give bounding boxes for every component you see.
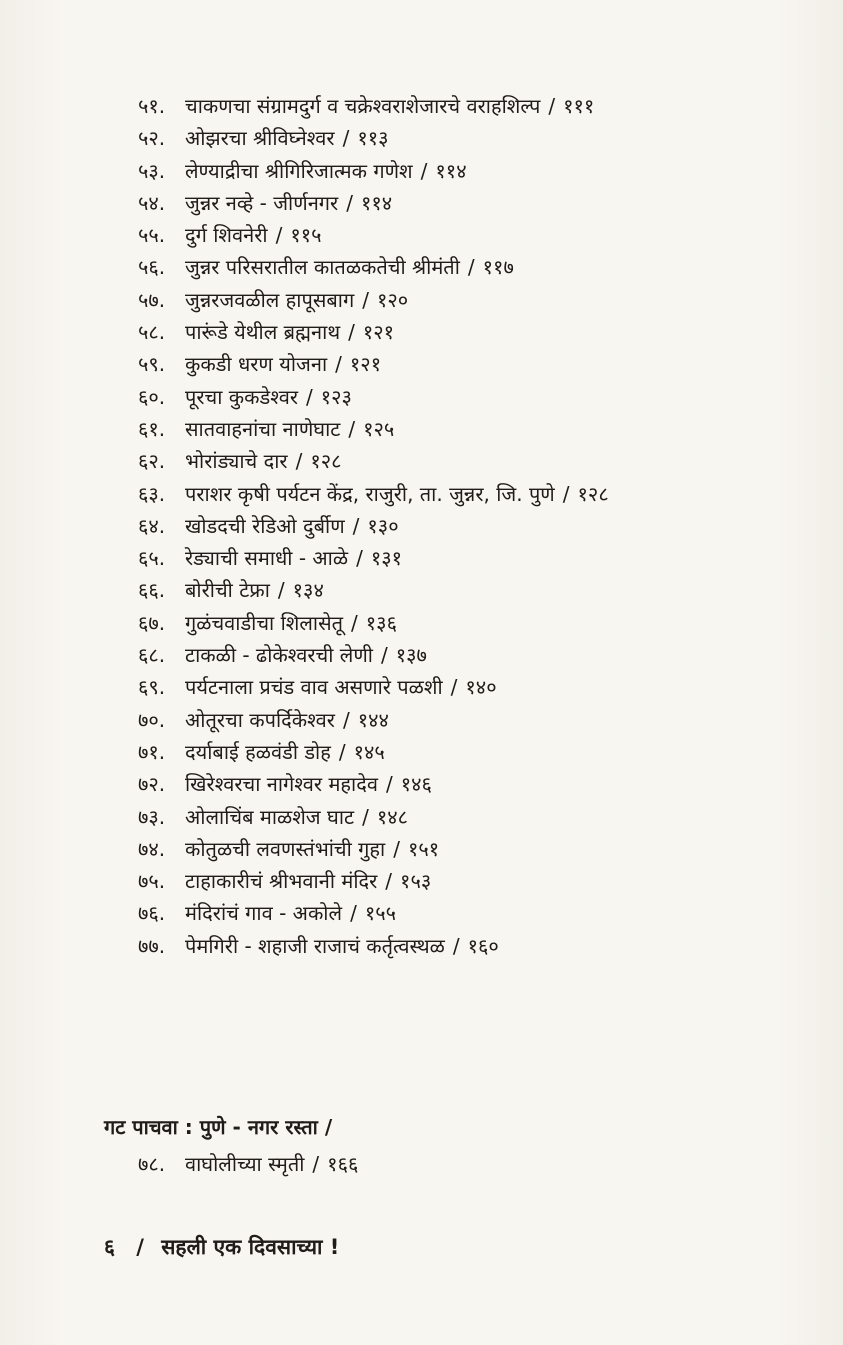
toc-entry <box>138 671 798 703</box>
entry-title: पेमगिरी - शहाजी राजाचं कर्तृत्वस्थळ <box>185 933 445 958</box>
entry-page-number: १२० <box>376 287 409 312</box>
entry-title: पूरचा कुकडेश्वर <box>185 384 298 409</box>
entry-number: ७३. <box>138 804 166 829</box>
entry-separator: / <box>380 643 388 668</box>
entry-number: ५३. <box>138 158 166 183</box>
entry-title: जुन्नरजवळील हापूसबाग <box>185 287 355 312</box>
entry-number: ५२. <box>138 126 166 151</box>
toc-entry <box>138 155 798 187</box>
entry-separator: / <box>562 481 570 506</box>
entry-separator: / <box>335 352 342 377</box>
entry-page-number: १५३ <box>400 869 432 894</box>
entry-page-number: १३६ <box>365 610 397 635</box>
entry-title: चाकणचा संग्रामदुर्ग व चक्रेश्वराशेजारचे वराहशिल्प <box>185 94 541 118</box>
entry-number: ६१. <box>138 416 166 441</box>
entry-title: खोडदची रेडिओ दुर्बीण <box>185 513 345 538</box>
entry-page-number: १११ <box>563 94 595 118</box>
toc-entry <box>138 187 798 219</box>
entry-page-number: १३७ <box>395 643 427 668</box>
entry-separator: / <box>275 223 283 248</box>
entry-number: ५६. <box>138 255 166 280</box>
book-title: सहली एक दिवसाच्या ! <box>161 1235 340 1259</box>
toc-entry <box>138 542 798 574</box>
entry-title: दर्याबाई हळवंडी डोह <box>185 739 331 764</box>
entry-title: ओतूरचा कपर्दिकेश्वर <box>185 707 335 732</box>
entry-number: ५७. <box>138 287 166 312</box>
entry-title: जुन्नर परिसरातील कातळकतेची श्रीमंती <box>185 255 460 280</box>
page-footer <box>104 1231 339 1263</box>
entry-number: ६५. <box>138 546 166 571</box>
entry-number: ६८. <box>138 643 166 668</box>
entry-number: ६२. <box>138 449 166 474</box>
entry-number: ६९. <box>138 675 166 700</box>
entry-page-number: १२८ <box>577 481 609 506</box>
entry-page-number: ११४ <box>435 158 467 183</box>
entry-page-number: १२३ <box>320 384 352 409</box>
entry-number: ७८. <box>138 1152 166 1176</box>
entry-title: जुन्नर नव्हे - जीर्णनगर <box>185 190 339 215</box>
entry-title: वाघोलीच्या स्मृती <box>185 1152 305 1176</box>
entry-number: ७५. <box>138 869 166 894</box>
entry-page-number: ११७ <box>482 255 514 280</box>
entry-number: ७७. <box>138 933 166 958</box>
entry-title: सातवाहनांचा नाणेघाट <box>185 416 341 441</box>
entry-number: ७६. <box>138 901 166 926</box>
entry-separator: / <box>385 772 393 797</box>
entry-separator: / <box>352 513 360 538</box>
entry-page-number: १२१ <box>362 320 395 345</box>
toc-entry <box>138 704 798 736</box>
toc-entry <box>138 801 798 833</box>
toc-entry <box>138 607 798 639</box>
toc-entry <box>138 284 798 316</box>
toc-entry <box>138 930 798 962</box>
toc-entry <box>138 478 798 510</box>
entry-separator: / <box>362 287 369 312</box>
entry-title: कोतुळची लवणस्तंभांची गुहा <box>185 836 386 861</box>
entry-number: ५४. <box>138 190 166 215</box>
entry-page-number: १३४ <box>292 578 324 603</box>
entry-separator: / <box>467 255 475 280</box>
entry-title: ओलाचिंब माळशेज घाट <box>185 804 355 829</box>
entry-separator: / <box>452 933 460 958</box>
entry-separator: / <box>342 707 350 732</box>
entry-title: पारूंडे येथील ब्रह्मनाथ <box>185 320 341 345</box>
entry-separator: / <box>450 675 458 700</box>
entry-separator: / <box>356 546 363 571</box>
entry-number: ५५. <box>138 223 166 248</box>
entry-separator: / <box>346 190 353 215</box>
entry-page-number: १४६ <box>400 772 432 797</box>
entry-separator: / <box>362 804 369 829</box>
toc-entry <box>138 90 798 122</box>
entry-page-number: १३१ <box>370 546 403 571</box>
toc-entry <box>138 445 798 477</box>
toc-entry <box>138 219 798 251</box>
entry-number: ६६. <box>138 578 166 603</box>
toc-entry <box>138 316 798 348</box>
entry-title: ओझरचा श्रीविघ्नेश्वर <box>185 126 335 151</box>
entry-title: बोरीची टेफ्रा <box>185 578 270 603</box>
entry-number: ७२. <box>138 772 166 797</box>
entry-number: ६३. <box>138 481 166 506</box>
entry-separator: / <box>295 449 303 474</box>
toc-entry <box>138 865 798 897</box>
entry-page-number: १५१ <box>408 836 440 861</box>
toc-entry <box>138 639 798 671</box>
entry-number: ६४. <box>138 513 166 538</box>
entry-separator: / <box>420 158 428 183</box>
toc-entry <box>138 897 798 929</box>
entry-page-number: १६६ <box>327 1152 359 1176</box>
entry-title: मंदिरांचं गाव - अकोले <box>185 901 343 926</box>
entry-title: पर्यटनाला प्रचंड वाव असणारे पळशी <box>185 675 443 700</box>
entry-separator: / <box>342 126 350 151</box>
entry-number: ७०. <box>138 707 166 732</box>
entry-title: पराशर कृषी पर्यटन केंद्र, राजुरी, ता. जुन्नर, जि. पुणे <box>185 481 555 506</box>
entry-page-number: १२५ <box>363 416 395 441</box>
entry-page-number: १४० <box>465 675 497 700</box>
entry-page-number: १४५ <box>353 739 385 764</box>
table-of-contents <box>138 90 798 962</box>
entry-page-number: ११४ <box>360 190 393 215</box>
entry-number: ६०. <box>138 384 166 409</box>
entry-page-number: ११३ <box>357 126 389 151</box>
toc-entry <box>138 348 798 380</box>
entry-separator: / <box>312 1152 320 1176</box>
entry-separator: / <box>393 836 400 861</box>
entry-number: ७१. <box>138 739 166 764</box>
toc-entry <box>138 833 798 865</box>
entry-page-number: १४८ <box>376 804 409 829</box>
entry-separator: / <box>306 384 313 409</box>
entry-number: ५९. <box>138 352 166 377</box>
toc-entry <box>138 251 798 283</box>
entry-number: ५१. <box>138 94 166 118</box>
entry-page-number: १५५ <box>364 901 397 926</box>
toc-entry <box>138 736 798 768</box>
entry-title: रेड्याची समाधी - आळे <box>185 546 349 571</box>
entry-number: ५८. <box>138 320 166 345</box>
entry-page-number: ११५ <box>290 223 322 248</box>
entry-separator: / <box>348 416 356 441</box>
entry-title: टाहाकारीचं श्रीभवानी मंदिर <box>185 869 378 894</box>
toc-entry <box>138 768 798 800</box>
entry-separator: / <box>385 869 393 894</box>
entry-separator: / <box>348 320 355 345</box>
footer-separator: / <box>136 1235 144 1259</box>
entry-number: ६७. <box>138 610 166 635</box>
entry-separator: / <box>277 578 285 603</box>
entry-title: टाकळी - ढोकेश्वरची लेणी <box>185 643 373 668</box>
entry-separator: / <box>351 610 358 635</box>
entry-title: गुळंचवाडीचा शिलासेतू <box>185 610 344 635</box>
entry-title: खिरेश्वरचा नागेश्वर महादेव <box>185 772 378 797</box>
section-heading: गट पाचवा : पुणे - नगर रस्ता / <box>104 1115 333 1139</box>
entry-title: लेण्याद्रीचा श्रीगिरिजात्मक गणेश <box>185 158 413 183</box>
entry-separator: / <box>548 94 556 118</box>
toc-entry <box>138 510 798 542</box>
entry-page-number: १६० <box>467 933 499 958</box>
entry-page-number: १४४ <box>357 707 389 732</box>
entry-separator: / <box>350 901 357 926</box>
toc-entry <box>138 1148 358 1180</box>
toc-entry <box>138 381 798 413</box>
entry-title: भोरांड्याचे दार <box>185 449 288 474</box>
toc-entry <box>138 413 798 445</box>
entry-title: दुर्ग शिवनेरी <box>185 223 268 248</box>
entry-title: कुकडी धरण योजना <box>185 352 328 377</box>
page-folio-number: ६ <box>104 1235 115 1259</box>
entry-number: ७४. <box>138 836 166 861</box>
entry-page-number: १२८ <box>310 449 342 474</box>
toc-entry <box>138 574 798 606</box>
entry-page-number: १२१ <box>349 352 382 377</box>
entry-page-number: १३० <box>367 513 399 538</box>
toc-entry <box>138 122 798 154</box>
entry-separator: / <box>338 739 346 764</box>
